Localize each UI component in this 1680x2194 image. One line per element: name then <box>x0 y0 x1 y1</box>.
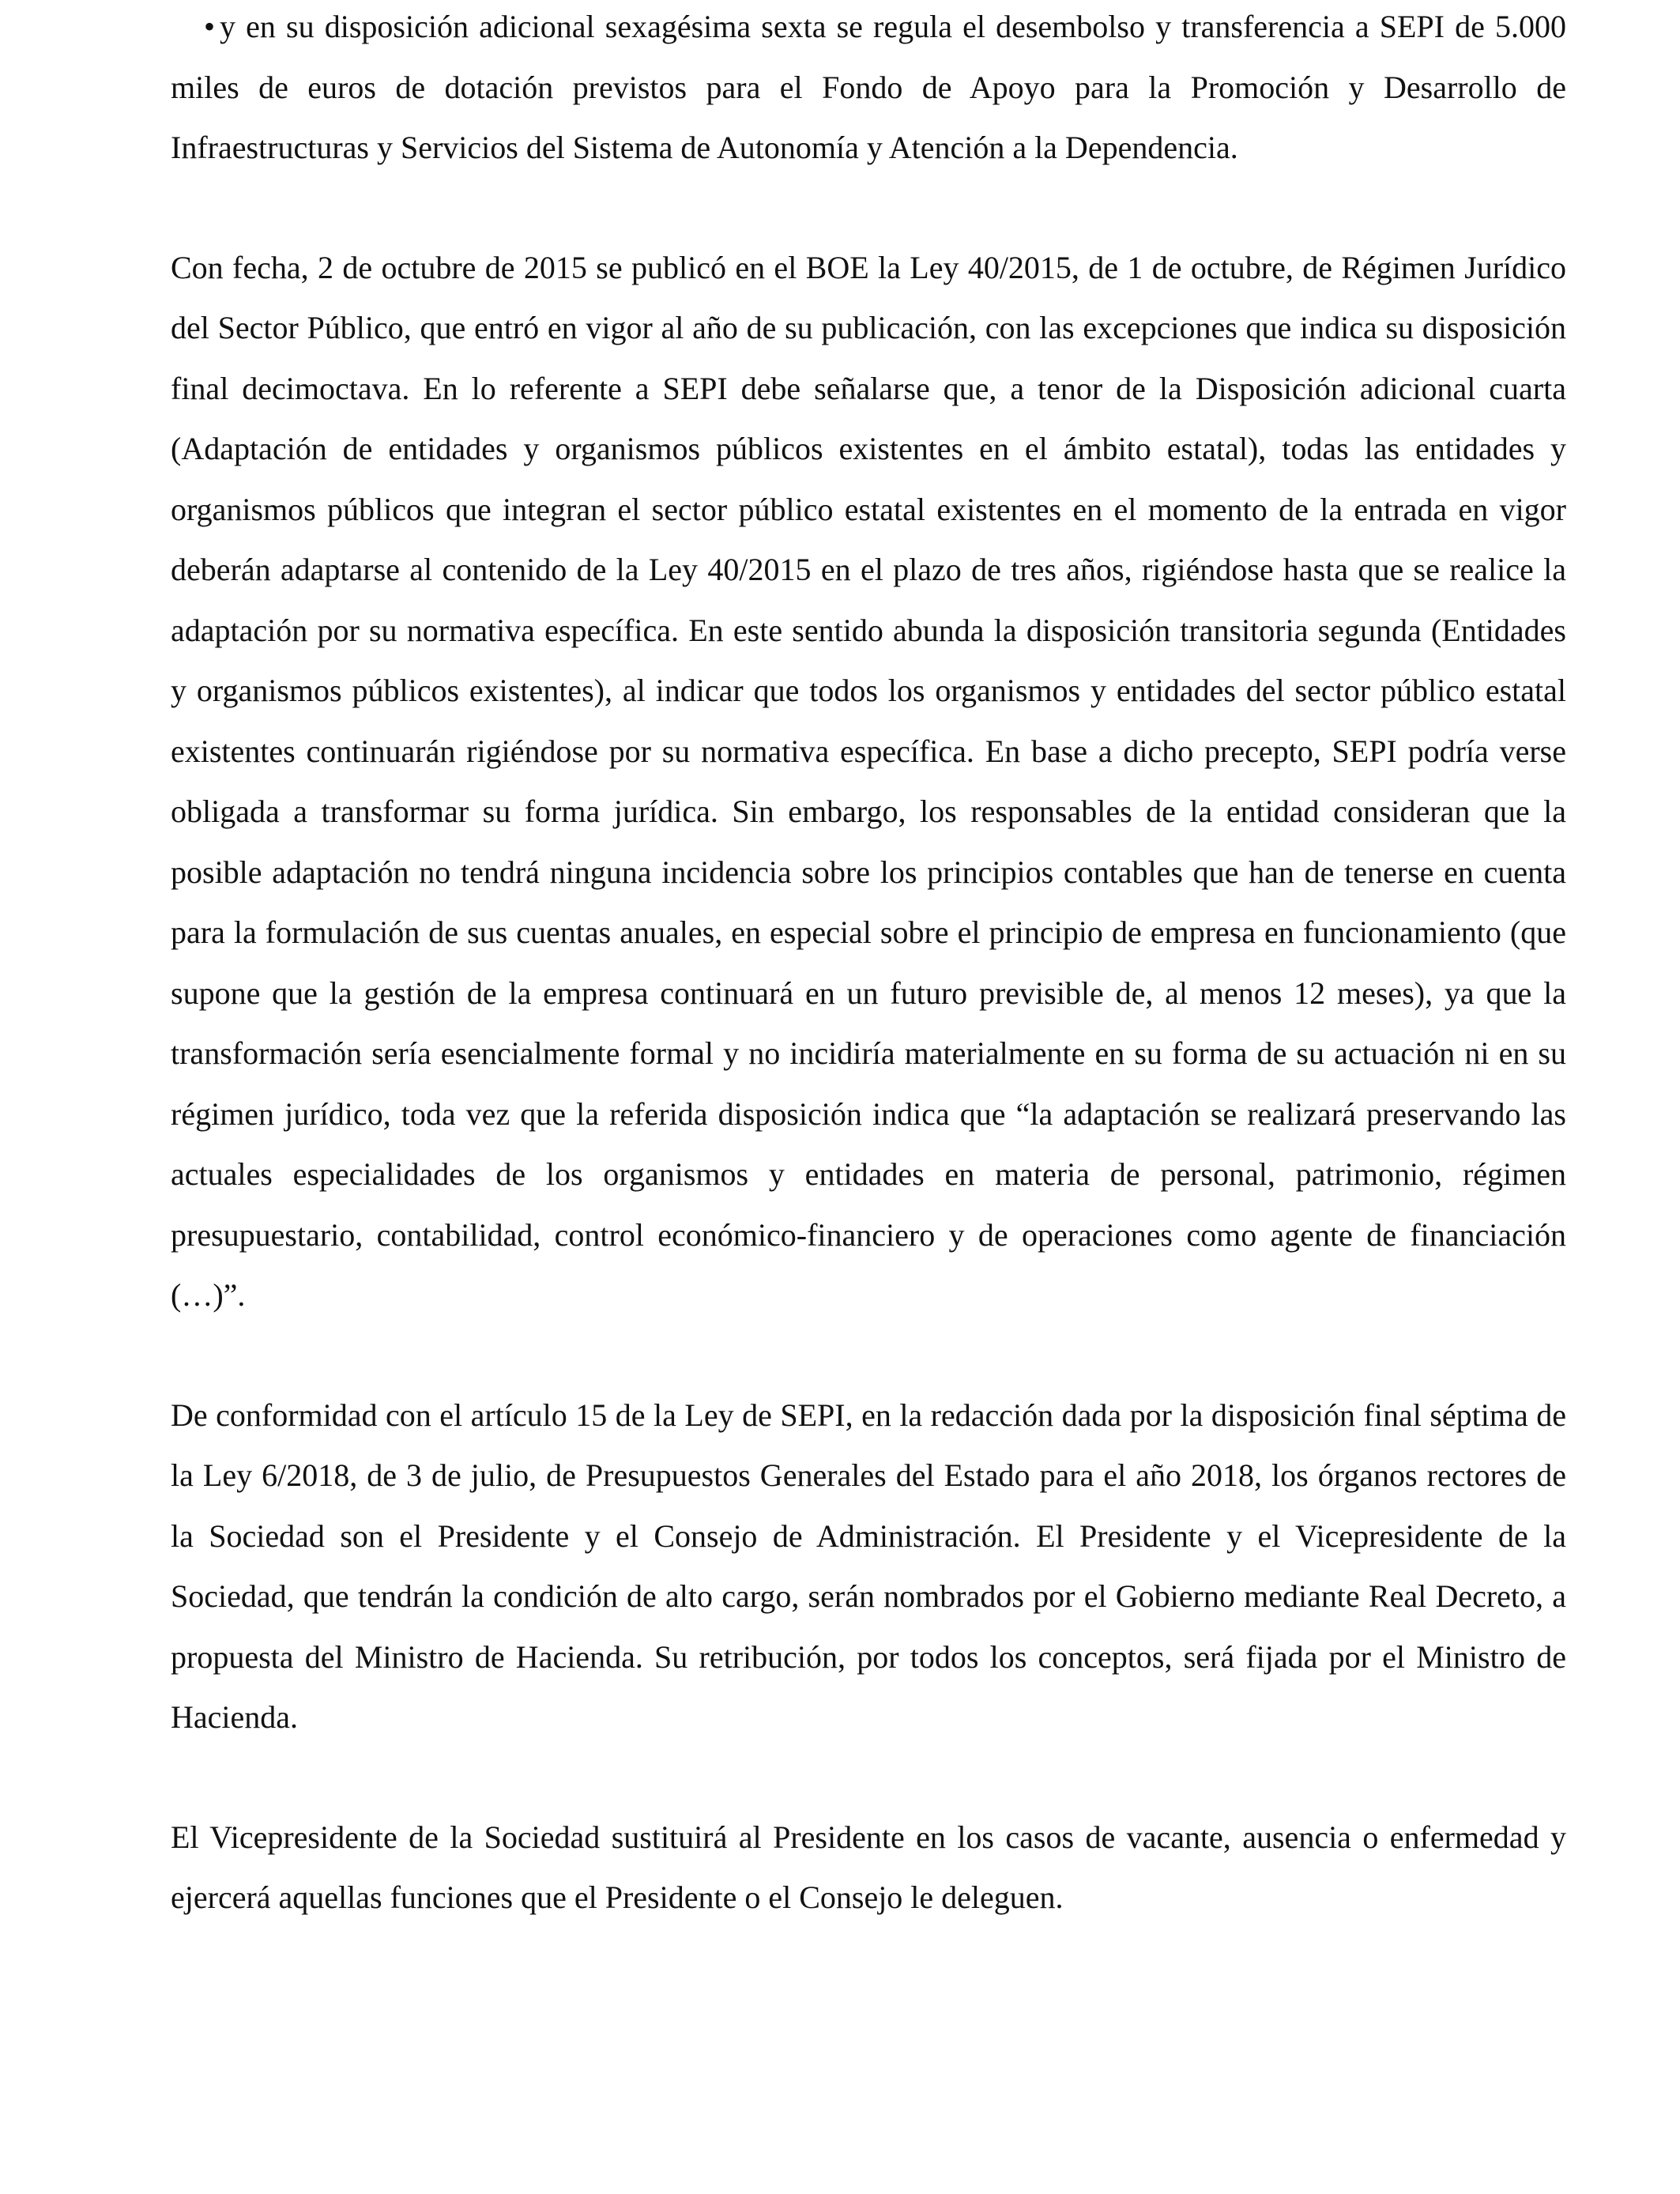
document-page <box>171 0 1566 1928</box>
bullet-paragraph <box>171 0 1566 179</box>
paragraph-3: De conformidad con el artículo 15 de la Ley de SEPI, en la redacción dada por la disposición final séptima de la Ley 6/2018, de 3 de julio, de Presupuestos Generales del Estado para el año 2018, los órganos rectores de la Sociedad son el Presidente y el Consejo de Administración. El Presidente y el Vicepresidente de la Sociedad, que tendrán la condición de alto cargo, serán nombrados por el Gobierno mediante Real Decreto, a propuesta del Ministro de Hacienda. Su retribución, por todos los conceptos, será fijada por el Ministro de Hacienda. <box>171 1397 1566 1735</box>
paragraph-4: El Vicepresidente de la Sociedad sustituirá al Presidente en los casos de vacante, ausencia o enfermedad y ejercerá aquellas funciones que el Presidente o el Consejo le deleguen. <box>171 1819 1566 1915</box>
bullet-icon: • <box>204 9 216 44</box>
paragraph-2: Con fecha, 2 de octubre de 2015 se publicó en el BOE la Ley 40/2015, de 1 de octubre, de Régimen Jurídico del Sector Público, que entró en vigor al año de su publicación, con las excepciones que indica su disposición final decimoctava. En lo referente a SEPI debe señalarse que, a tenor de la Disposición adicional cuarta (Adaptación de entidades y organismos públicos existentes en el ámbito estatal), todas las entidades y organismos públicos que integran el sector público estatal existentes en el momento de la entrada en vigor deberán adaptarse al contenido de la Ley 40/2015 en el plazo de tres años, rigiéndose hasta que se realice la adaptación por su normativa específica. En este sentido abunda la disposición transitoria segunda (Entidades y organismos públicos existentes), al indicar que todos los organismos y entidades del sector público estatal existentes continuarán rigiéndose por su normativa específica. En base a dicho precepto, SEPI podría verse obligada a transformar su forma jurídica. Sin embargo, los responsables de la entidad consideran que la posible adaptación no tendrá ninguna incidencia sobre los principios contables que han de tenerse en cuenta para la formulación de sus cuentas anuales, en especial sobre el principio de empresa en funcionamiento (que supone que la gestión de la empresa continuará en un futuro previsible de, al menos 12 meses), ya que la transformación sería esencialmente formal y no incidiría materialmente en su forma de su actuación ni en su régimen jurídico, toda vez que la referida disposición indica que “la adaptación se realizará preservando las actuales especialidades de los organismos y entidades en materia de personal, patrimonio, régimen presupuestario, contabilidad, control económico-financiero y de operaciones como agente de financiación (…)”. <box>171 249 1566 1313</box>
paragraph-1-text: y en su disposición adicional sexagésima sexta se regula el desembolso y transferencia a SEPI de 5.000 miles de euros de dotación previstos para el Fondo de Apoyo para la Promoción y Desarrollo de Infraestructuras y Servicios del Sistema de Autonomía y Atención a la Dependencia. <box>171 9 1566 165</box>
